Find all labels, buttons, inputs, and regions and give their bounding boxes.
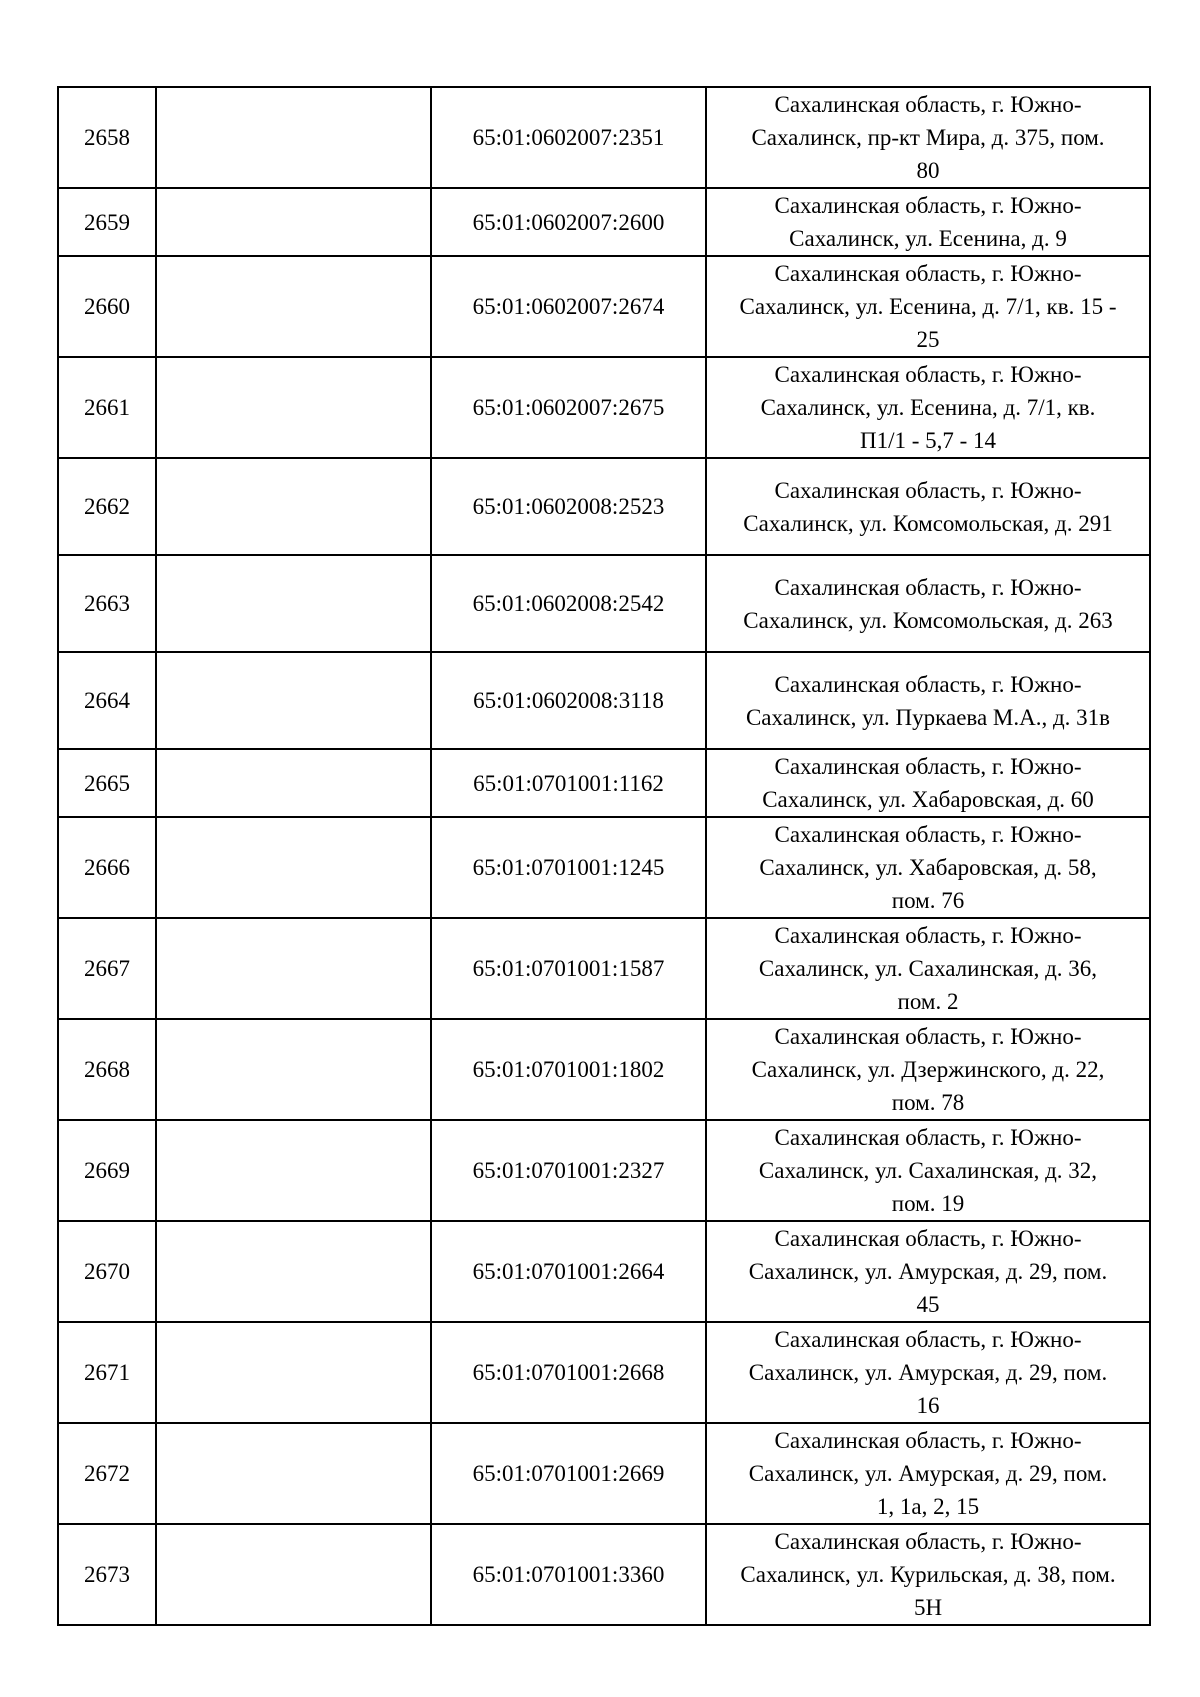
address-line: Сахалинск, ул. Комсомольская, д. 263 <box>743 607 1113 633</box>
address-cell <box>706 188 1150 256</box>
cadastral-number-cell: 65:01:0602008:3118 <box>431 652 706 749</box>
cadastral-number-cell: 65:01:0602007:2600 <box>431 188 706 256</box>
address-line: Сахалинск, ул. Есенина, д. 7/1, кв. <box>760 395 1096 420</box>
address-cell <box>706 817 1150 918</box>
row-number-cell: 2673 <box>58 1524 156 1625</box>
owner-cell <box>156 749 431 817</box>
address-line: 80 <box>916 158 940 183</box>
address-line: 16 <box>916 1393 940 1418</box>
table-row <box>58 749 1150 817</box>
address-line: Сахалинская область, г. Южно- <box>774 1327 1082 1352</box>
table-row <box>58 1019 1150 1120</box>
cadastral-number-cell: 65:01:0701001:2668 <box>431 1322 706 1423</box>
cadastral-number-cell: 65:01:0701001:1245 <box>431 817 706 918</box>
address-line: Сахалинск, ул. Амурская, д. 29, пом. <box>748 1360 1108 1385</box>
row-number-cell: 2664 <box>58 652 156 749</box>
row-number-cell: 2672 <box>58 1423 156 1524</box>
table-row <box>58 87 1150 188</box>
cadastral-number-cell: 65:01:0701001:1802 <box>431 1019 706 1120</box>
table-row <box>58 357 1150 458</box>
cadastral-number-cell: 65:01:0602007:2351 <box>431 87 706 188</box>
table-row <box>58 256 1150 357</box>
address-cell <box>706 1120 1150 1221</box>
cadastral-number-cell: 65:01:0701001:3360 <box>431 1524 706 1625</box>
owner-cell <box>156 1120 431 1221</box>
address-cell <box>706 256 1150 357</box>
address-line: пом. 76 <box>891 888 965 913</box>
cadastral-number-cell: 65:01:0701001:1162 <box>431 749 706 817</box>
owner-cell <box>156 817 431 918</box>
row-number-cell: 2670 <box>58 1221 156 1322</box>
row-number-cell: 2660 <box>58 256 156 357</box>
row-number-cell: 2665 <box>58 749 156 817</box>
address-cell <box>706 1322 1150 1423</box>
owner-cell <box>156 555 431 652</box>
table-row <box>58 918 1150 1019</box>
row-number-cell: 2667 <box>58 918 156 1019</box>
table-row <box>58 1322 1150 1423</box>
owner-cell <box>156 188 431 256</box>
address-line: Сахалинск, ул. Хабаровская, д. 60 <box>762 787 1094 812</box>
address-line: пом. 78 <box>891 1090 965 1115</box>
address-line: Сахалинская область, г. Южно- <box>774 261 1082 286</box>
row-number-cell: 2663 <box>58 555 156 652</box>
address-line: Сахалинская область, г. Южно- <box>774 671 1082 697</box>
row-number-cell: 2659 <box>58 188 156 256</box>
address-cell <box>706 1524 1150 1625</box>
owner-cell <box>156 87 431 188</box>
row-number-cell: 2669 <box>58 1120 156 1221</box>
address-cell <box>706 749 1150 817</box>
row-number-cell: 2662 <box>58 458 156 555</box>
table-row <box>58 1221 1150 1322</box>
address-line: Сахалинск, ул. Есенина, д. 9 <box>789 226 1067 251</box>
row-number-cell: 2666 <box>58 817 156 918</box>
address-line: Сахалинская область, г. Южно- <box>774 92 1082 117</box>
address-line: Сахалинская область, г. Южно- <box>774 754 1082 779</box>
address-line: Сахалинск, ул. Пуркаева М.А., д. 31в <box>745 704 1111 730</box>
address-line: Сахалинская область, г. Южно- <box>774 193 1082 218</box>
address-line: 5Н <box>913 1595 943 1620</box>
address-cell <box>706 357 1150 458</box>
row-number-cell: 2671 <box>58 1322 156 1423</box>
cadastral-number-cell: 65:01:0602007:2675 <box>431 357 706 458</box>
cadastral-number-cell: 65:01:0701001:2669 <box>431 1423 706 1524</box>
address-line: 1, 1а, 2, 15 <box>876 1494 980 1519</box>
owner-cell <box>156 1423 431 1524</box>
cadastral-number-cell: 65:01:0701001:2327 <box>431 1120 706 1221</box>
address-cell <box>706 1019 1150 1120</box>
cadastral-number-cell: 65:01:0602008:2523 <box>431 458 706 555</box>
owner-cell <box>156 256 431 357</box>
address-cell <box>706 1221 1150 1322</box>
address-line: Сахалинск, ул. Сахалинская, д. 32, <box>758 1158 1098 1183</box>
address-line: Сахалинск, ул. Есенина, д. 7/1, кв. 15 - <box>739 294 1117 319</box>
address-line: пом. 2 <box>897 989 959 1014</box>
owner-cell <box>156 458 431 555</box>
address-line: пом. 19 <box>891 1191 965 1216</box>
table-row <box>58 1423 1150 1524</box>
owner-cell <box>156 1221 431 1322</box>
address-cell <box>706 652 1150 749</box>
address-cell <box>706 555 1150 652</box>
address-line: Сахалинская область, г. Южно- <box>774 362 1082 387</box>
address-line: Сахалинская область, г. Южно- <box>774 923 1082 948</box>
address-cell <box>706 918 1150 1019</box>
address-cell <box>706 458 1150 555</box>
address-line: Сахалинская область, г. Южно- <box>774 1529 1082 1554</box>
table-row <box>58 458 1150 555</box>
address-cell <box>706 1423 1150 1524</box>
table-row <box>58 652 1150 749</box>
row-number-cell: 2668 <box>58 1019 156 1120</box>
registry-table <box>57 86 1151 1626</box>
address-line: Сахалинская область, г. Южно- <box>774 477 1082 503</box>
address-line: 45 <box>916 1292 940 1317</box>
address-line: Сахалинск, пр-кт Мира, д. 375, пом. <box>751 125 1105 150</box>
address-line: Сахалинск, ул. Амурская, д. 29, пом. <box>748 1259 1108 1284</box>
cadastral-number-cell: 65:01:0701001:2664 <box>431 1221 706 1322</box>
address-line: Сахалинск, ул. Комсомольская, д. 291 <box>743 510 1113 536</box>
row-number-cell: 2658 <box>58 87 156 188</box>
address-line: 25 <box>916 327 940 352</box>
address-line: Сахалинская область, г. Южно- <box>774 822 1082 847</box>
table-row <box>58 1120 1150 1221</box>
cadastral-number-cell: 65:01:0602007:2674 <box>431 256 706 357</box>
owner-cell <box>156 1524 431 1625</box>
address-line: Сахалинск, ул. Хабаровская, д. 58, <box>759 855 1097 880</box>
cadastral-number-cell: 65:01:0602008:2542 <box>431 555 706 652</box>
cadastral-number-cell: 65:01:0701001:1587 <box>431 918 706 1019</box>
owner-cell <box>156 1019 431 1120</box>
address-cell <box>706 87 1150 188</box>
table-row <box>58 555 1150 652</box>
address-line: Сахалинск, ул. Курильская, д. 38, пом. <box>740 1562 1116 1587</box>
table-row <box>58 817 1150 918</box>
address-line: Сахалинск, ул. Амурская, д. 29, пом. <box>748 1461 1108 1486</box>
address-line: Сахалинск, ул. Сахалинская, д. 36, <box>758 956 1098 981</box>
address-line: Сахалинская область, г. Южно- <box>774 1125 1082 1150</box>
address-line: Сахалинская область, г. Южно- <box>774 574 1082 600</box>
owner-cell <box>156 652 431 749</box>
owner-cell <box>156 1322 431 1423</box>
owner-cell <box>156 357 431 458</box>
address-line: П1/1 - 5,7 - 14 <box>859 428 997 453</box>
table-row <box>58 188 1150 256</box>
address-line: Сахалинская область, г. Южно- <box>774 1428 1082 1453</box>
owner-cell <box>156 918 431 1019</box>
row-number-cell: 2661 <box>58 357 156 458</box>
address-line: Сахалинск, ул. Дзержинского, д. 22, <box>751 1057 1105 1082</box>
registry-table-body <box>58 87 1150 1625</box>
address-line: Сахалинская область, г. Южно- <box>774 1024 1082 1049</box>
table-row <box>58 1524 1150 1625</box>
address-line: Сахалинская область, г. Южно- <box>774 1226 1082 1251</box>
